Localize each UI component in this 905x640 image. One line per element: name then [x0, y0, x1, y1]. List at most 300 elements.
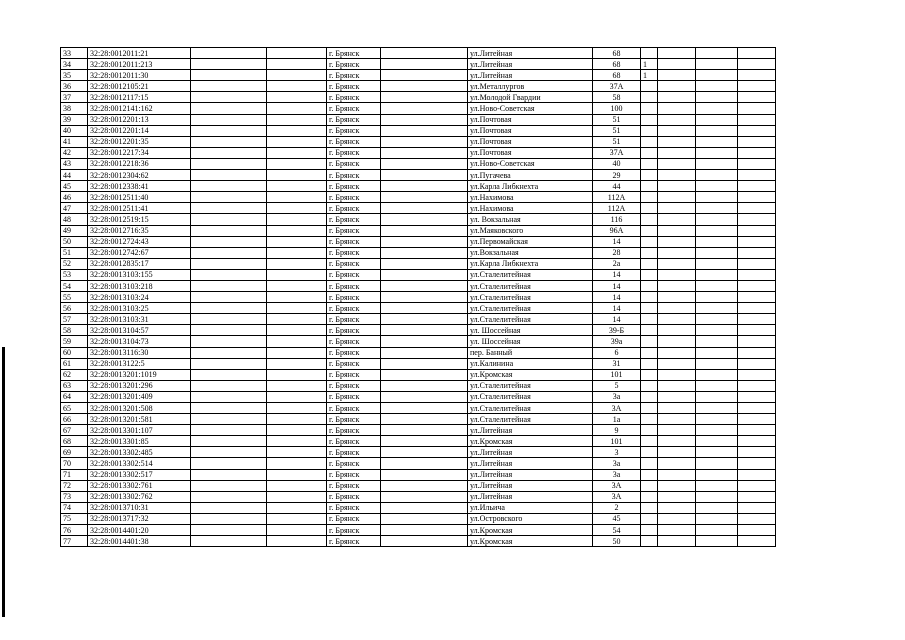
street-cell: ул.Почтовая: [468, 147, 593, 158]
street-cell: ул.Металлургов: [468, 81, 593, 92]
empty-cell: [191, 147, 267, 158]
house-number: 39-Б: [593, 325, 641, 336]
empty-cell: [738, 414, 776, 425]
empty-cell: [191, 125, 267, 136]
city-cell: г. Брянск: [327, 192, 381, 203]
empty-cell: [191, 70, 267, 81]
empty-cell: [267, 292, 327, 303]
mark-cell: [641, 480, 658, 491]
empty-cell: [267, 214, 327, 225]
table-row: [61, 536, 776, 547]
street-cell: ул.Пугачева: [468, 170, 593, 181]
empty-cell: [696, 59, 738, 70]
cadastral-number: 32:28:0012011:21: [88, 48, 191, 59]
row-number: 37: [61, 92, 88, 103]
empty-cell: [738, 469, 776, 480]
empty-cell: [696, 369, 738, 380]
city-cell: г. Брянск: [327, 403, 381, 414]
street-cell: ул.Почтовая: [468, 125, 593, 136]
city-cell: г. Брянск: [327, 247, 381, 258]
empty-cell: [738, 325, 776, 336]
house-number: 68: [593, 48, 641, 59]
mark-cell: [641, 502, 658, 513]
empty-cell: [658, 292, 696, 303]
empty-cell: [381, 536, 468, 547]
empty-cell: [658, 48, 696, 59]
empty-cell: [738, 436, 776, 447]
table-row: [61, 502, 776, 513]
city-cell: г. Брянск: [327, 214, 381, 225]
empty-cell: [267, 258, 327, 269]
city-cell: г. Брянск: [327, 203, 381, 214]
row-number: 39: [61, 114, 88, 125]
mark-cell: [641, 170, 658, 181]
row-number: 67: [61, 425, 88, 436]
empty-cell: [381, 214, 468, 225]
empty-cell: [191, 136, 267, 147]
table-row: [61, 480, 776, 491]
street-cell: ул.Маяковского: [468, 225, 593, 236]
empty-cell: [658, 59, 696, 70]
cadastral-number: 32:28:0013201:508: [88, 403, 191, 414]
street-cell: ул.Сталелитейная: [468, 314, 593, 325]
mark-cell: 1: [641, 59, 658, 70]
empty-cell: [738, 380, 776, 391]
table-row: [61, 236, 776, 247]
mark-cell: [641, 280, 658, 291]
house-number: 3А: [593, 480, 641, 491]
house-number: 2: [593, 502, 641, 513]
empty-cell: [738, 103, 776, 114]
empty-cell: [696, 480, 738, 491]
house-number: 3а: [593, 391, 641, 402]
empty-cell: [191, 280, 267, 291]
house-number: 51: [593, 114, 641, 125]
empty-cell: [738, 502, 776, 513]
street-cell: ул.Калинина: [468, 358, 593, 369]
cadastral-number: 32:28:0014401:20: [88, 525, 191, 536]
empty-cell: [381, 258, 468, 269]
mark-cell: [641, 181, 658, 192]
city-cell: г. Брянск: [327, 336, 381, 347]
house-number: 14: [593, 269, 641, 280]
empty-cell: [738, 181, 776, 192]
empty-cell: [658, 214, 696, 225]
empty-cell: [191, 258, 267, 269]
street-cell: ул.Ново-Советская: [468, 103, 593, 114]
empty-cell: [738, 336, 776, 347]
cadastral-number: 32:28:0012716:35: [88, 225, 191, 236]
table-row: [61, 181, 776, 192]
empty-cell: [738, 48, 776, 59]
mark-cell: [641, 447, 658, 458]
empty-cell: [658, 280, 696, 291]
street-cell: ул.Сталелитейная: [468, 414, 593, 425]
mark-cell: [641, 214, 658, 225]
house-number: 68: [593, 70, 641, 81]
city-cell: г. Брянск: [327, 369, 381, 380]
empty-cell: [381, 458, 468, 469]
row-number: 40: [61, 125, 88, 136]
table-row: [61, 414, 776, 425]
empty-cell: [267, 436, 327, 447]
mark-cell: 1: [641, 70, 658, 81]
row-number: 54: [61, 280, 88, 291]
city-cell: г. Брянск: [327, 258, 381, 269]
empty-cell: [658, 502, 696, 513]
row-number: 57: [61, 314, 88, 325]
empty-cell: [658, 525, 696, 536]
empty-cell: [696, 447, 738, 458]
house-number: 3а: [593, 469, 641, 480]
empty-cell: [738, 425, 776, 436]
table-row: [61, 425, 776, 436]
empty-cell: [267, 280, 327, 291]
empty-cell: [658, 403, 696, 414]
empty-cell: [267, 336, 327, 347]
row-number: 55: [61, 292, 88, 303]
empty-cell: [191, 81, 267, 92]
empty-cell: [696, 48, 738, 59]
cadastral-number: 32:28:0012201:13: [88, 114, 191, 125]
empty-cell: [696, 436, 738, 447]
empty-cell: [267, 347, 327, 358]
row-number: 72: [61, 480, 88, 491]
empty-cell: [267, 125, 327, 136]
street-cell: ул. Шоссейная: [468, 325, 593, 336]
empty-cell: [658, 114, 696, 125]
street-cell: ул.Карла Либкнехта: [468, 258, 593, 269]
street-cell: ул.Литейная: [468, 469, 593, 480]
empty-cell: [696, 513, 738, 524]
empty-cell: [191, 425, 267, 436]
cadastral-number: 32:28:0012105:21: [88, 81, 191, 92]
empty-cell: [658, 158, 696, 169]
empty-cell: [267, 48, 327, 59]
empty-cell: [658, 347, 696, 358]
mark-cell: [641, 258, 658, 269]
street-cell: ул.Литейная: [468, 70, 593, 81]
empty-cell: [738, 280, 776, 291]
row-number: 48: [61, 214, 88, 225]
street-cell: ул.Сталелитейная: [468, 280, 593, 291]
row-number: 62: [61, 369, 88, 380]
mark-cell: [641, 136, 658, 147]
table-row: [61, 369, 776, 380]
row-number: 50: [61, 236, 88, 247]
table-row: [61, 458, 776, 469]
empty-cell: [191, 380, 267, 391]
empty-cell: [191, 414, 267, 425]
street-cell: ул.Нахимова: [468, 192, 593, 203]
empty-cell: [267, 236, 327, 247]
empty-cell: [381, 236, 468, 247]
house-number: 116: [593, 214, 641, 225]
empty-cell: [658, 303, 696, 314]
empty-cell: [738, 59, 776, 70]
empty-cell: [191, 48, 267, 59]
table-row: [61, 81, 776, 92]
empty-cell: [696, 425, 738, 436]
table-row: [61, 314, 776, 325]
empty-cell: [381, 292, 468, 303]
empty-cell: [738, 92, 776, 103]
row-number: 60: [61, 347, 88, 358]
row-number: 44: [61, 170, 88, 181]
empty-cell: [696, 136, 738, 147]
street-cell: ул.Почтовая: [468, 114, 593, 125]
table-row: [61, 92, 776, 103]
empty-cell: [696, 292, 738, 303]
table-row: [61, 447, 776, 458]
house-number: 112А: [593, 192, 641, 203]
empty-cell: [658, 380, 696, 391]
city-cell: г. Брянск: [327, 125, 381, 136]
house-number: 29: [593, 170, 641, 181]
empty-cell: [267, 469, 327, 480]
table-row: [61, 358, 776, 369]
empty-cell: [696, 391, 738, 402]
row-number: 66: [61, 414, 88, 425]
empty-cell: [658, 81, 696, 92]
mark-cell: [641, 292, 658, 303]
row-number: 42: [61, 147, 88, 158]
street-cell: ул.Сталелитейная: [468, 391, 593, 402]
table-row: [61, 147, 776, 158]
empty-cell: [267, 502, 327, 513]
row-number: 77: [61, 536, 88, 547]
empty-cell: [191, 469, 267, 480]
empty-cell: [191, 59, 267, 70]
row-number: 74: [61, 502, 88, 513]
empty-cell: [267, 136, 327, 147]
cadastral-number: 32:28:0013201:296: [88, 380, 191, 391]
empty-cell: [658, 70, 696, 81]
mark-cell: [641, 536, 658, 547]
city-cell: г. Брянск: [327, 469, 381, 480]
empty-cell: [267, 525, 327, 536]
empty-cell: [381, 380, 468, 391]
empty-cell: [738, 203, 776, 214]
street-cell: ул.Сталелитейная: [468, 292, 593, 303]
table-row: [61, 225, 776, 236]
empty-cell: [696, 192, 738, 203]
row-number: 41: [61, 136, 88, 147]
empty-cell: [267, 70, 327, 81]
empty-cell: [381, 480, 468, 491]
empty-cell: [381, 158, 468, 169]
empty-cell: [381, 469, 468, 480]
empty-cell: [191, 203, 267, 214]
cadastral-number: 32:28:0012201:35: [88, 136, 191, 147]
city-cell: г. Брянск: [327, 170, 381, 181]
city-cell: г. Брянск: [327, 436, 381, 447]
table-row: [61, 59, 776, 70]
mark-cell: [641, 380, 658, 391]
empty-cell: [191, 192, 267, 203]
house-number: 51: [593, 136, 641, 147]
empty-cell: [658, 125, 696, 136]
cadastral-number: 32:28:0012338:41: [88, 181, 191, 192]
cadastral-number: 32:28:0013201:1019: [88, 369, 191, 380]
house-number: 68: [593, 59, 641, 70]
house-number: 9: [593, 425, 641, 436]
empty-cell: [381, 436, 468, 447]
empty-cell: [738, 391, 776, 402]
empty-cell: [658, 480, 696, 491]
cadastral-number: 32:28:0013122:5: [88, 358, 191, 369]
table-row: [61, 325, 776, 336]
empty-cell: [696, 469, 738, 480]
empty-cell: [738, 292, 776, 303]
cadastral-number: 32:28:0012141:162: [88, 103, 191, 114]
empty-cell: [696, 236, 738, 247]
row-number: 75: [61, 513, 88, 524]
empty-cell: [381, 303, 468, 314]
empty-cell: [191, 369, 267, 380]
cadastral-number: 32:28:0013301:107: [88, 425, 191, 436]
street-cell: ул.Карла Либкнехта: [468, 181, 593, 192]
city-cell: г. Брянск: [327, 158, 381, 169]
empty-cell: [738, 125, 776, 136]
empty-cell: [191, 314, 267, 325]
row-number: 64: [61, 391, 88, 402]
table-row: [61, 136, 776, 147]
table-row: [61, 192, 776, 203]
empty-cell: [267, 147, 327, 158]
empty-cell: [658, 391, 696, 402]
mark-cell: [641, 81, 658, 92]
street-cell: ул.Островского: [468, 513, 593, 524]
empty-cell: [267, 170, 327, 181]
empty-cell: [381, 447, 468, 458]
empty-cell: [738, 525, 776, 536]
empty-cell: [267, 380, 327, 391]
city-cell: г. Брянск: [327, 114, 381, 125]
house-number: 100: [593, 103, 641, 114]
house-number: 50: [593, 536, 641, 547]
empty-cell: [381, 525, 468, 536]
cadastral-number: 32:28:0013201:409: [88, 391, 191, 402]
cadastral-number: 32:28:0013201:581: [88, 414, 191, 425]
empty-cell: [738, 536, 776, 547]
row-number: 71: [61, 469, 88, 480]
empty-cell: [267, 447, 327, 458]
empty-cell: [658, 92, 696, 103]
empty-cell: [191, 325, 267, 336]
house-number: 2а: [593, 258, 641, 269]
empty-cell: [267, 203, 327, 214]
empty-cell: [191, 247, 267, 258]
empty-cell: [191, 269, 267, 280]
city-cell: г. Брянск: [327, 292, 381, 303]
cadastral-number: 32:28:0013302:514: [88, 458, 191, 469]
table-row: [61, 203, 776, 214]
empty-cell: [381, 414, 468, 425]
cadastral-number: 32:28:0013302:761: [88, 480, 191, 491]
empty-cell: [191, 391, 267, 402]
city-cell: г. Брянск: [327, 491, 381, 502]
empty-cell: [658, 336, 696, 347]
empty-cell: [696, 225, 738, 236]
mark-cell: [641, 347, 658, 358]
empty-cell: [658, 469, 696, 480]
house-number: 101: [593, 369, 641, 380]
row-number: 58: [61, 325, 88, 336]
cadastral-number: 32:28:0013103:25: [88, 303, 191, 314]
street-cell: ул.Литейная: [468, 480, 593, 491]
empty-cell: [658, 314, 696, 325]
row-number: 69: [61, 447, 88, 458]
empty-cell: [658, 425, 696, 436]
cadastral-number: 32:28:0013103:218: [88, 280, 191, 291]
empty-cell: [696, 181, 738, 192]
table-row: [61, 391, 776, 402]
empty-cell: [191, 358, 267, 369]
city-cell: г. Брянск: [327, 513, 381, 524]
mark-cell: [641, 158, 658, 169]
table-row: [61, 525, 776, 536]
street-cell: ул.Кромская: [468, 436, 593, 447]
row-number: 33: [61, 48, 88, 59]
empty-cell: [267, 158, 327, 169]
mark-cell: [641, 247, 658, 258]
cadastral-number: 32:28:0013103:24: [88, 292, 191, 303]
cadastral-number: 32:28:0013710:31: [88, 502, 191, 513]
empty-cell: [267, 81, 327, 92]
cadastral-number: 32:28:0012304:62: [88, 170, 191, 181]
empty-cell: [191, 214, 267, 225]
empty-cell: [267, 480, 327, 491]
empty-cell: [696, 347, 738, 358]
cadastral-number: 32:28:0014401:38: [88, 536, 191, 547]
empty-cell: [267, 369, 327, 380]
mark-cell: [641, 425, 658, 436]
empty-cell: [658, 369, 696, 380]
empty-cell: [267, 314, 327, 325]
empty-cell: [191, 502, 267, 513]
house-number: 1а: [593, 414, 641, 425]
empty-cell: [738, 403, 776, 414]
row-number: 51: [61, 247, 88, 258]
empty-cell: [191, 114, 267, 125]
empty-cell: [381, 314, 468, 325]
city-cell: г. Брянск: [327, 447, 381, 458]
table-row: [61, 491, 776, 502]
city-cell: г. Брянск: [327, 48, 381, 59]
city-cell: г. Брянск: [327, 425, 381, 436]
empty-cell: [696, 280, 738, 291]
house-number: 37А: [593, 147, 641, 158]
empty-cell: [738, 347, 776, 358]
cadastral-number: 32:28:0012835:17: [88, 258, 191, 269]
city-cell: г. Брянск: [327, 480, 381, 491]
street-cell: ул.Ново-Советская: [468, 158, 593, 169]
mark-cell: [641, 414, 658, 425]
cadastral-number: 32:28:0013302:517: [88, 469, 191, 480]
empty-cell: [381, 358, 468, 369]
row-number: 34: [61, 59, 88, 70]
empty-cell: [696, 336, 738, 347]
empty-cell: [191, 303, 267, 314]
empty-cell: [191, 347, 267, 358]
row-number: 52: [61, 258, 88, 269]
house-number: 14: [593, 280, 641, 291]
empty-cell: [738, 491, 776, 502]
empty-cell: [267, 303, 327, 314]
empty-cell: [738, 258, 776, 269]
register-body: [61, 48, 776, 547]
